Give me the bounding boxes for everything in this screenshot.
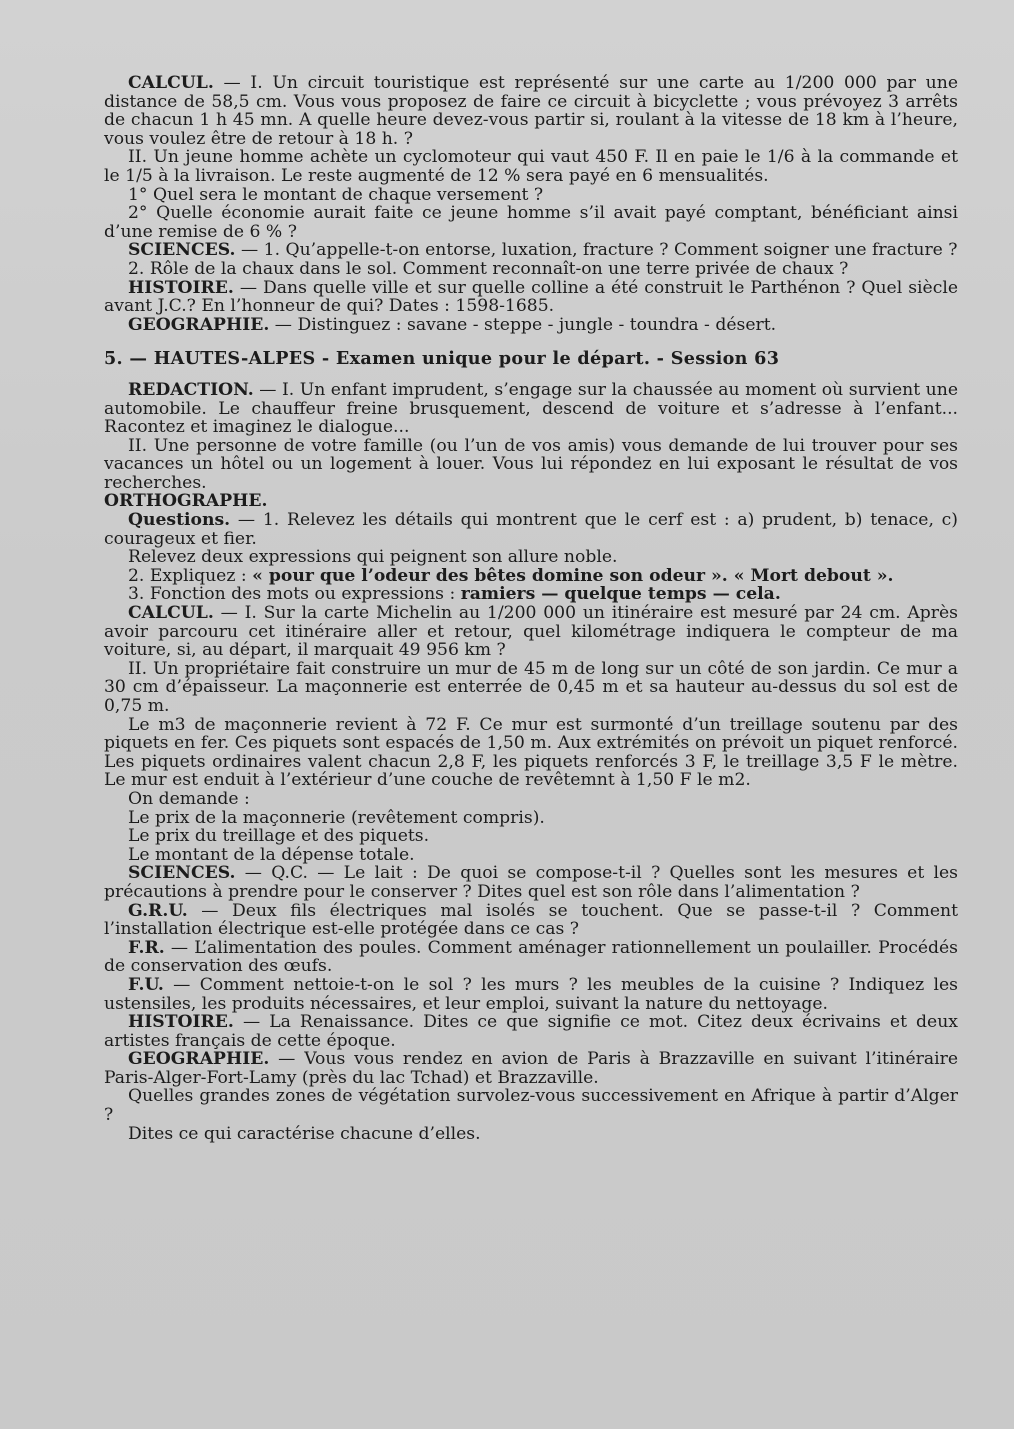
paragraph-text: Le prix de la maçonnerie (revêtement compris).: [128, 807, 545, 828]
geographie2-paragraph: [104, 1050, 958, 1087]
paragraph-text: Le prix du treillage et des piquets.: [128, 826, 430, 847]
section-label: GEOGRAPHIE.: [128, 1049, 270, 1070]
calcul-question-two: [104, 204, 958, 241]
section-label: F.R.: [128, 937, 165, 958]
gru-paragraph: [104, 902, 958, 939]
fr-paragraph: [104, 939, 958, 976]
calcul2-part-two: [104, 660, 958, 716]
paragraph-text: Quelles grandes zones de végétation survolez-vous successivement en Afrique à partir d’Alger ?: [104, 1086, 958, 1126]
paragraph-text: — Vous vous rendez en avion de Paris à Brazzaville en suivant l’itinéraire Paris-Alger-Fort-Lamy (près du lac Tchad) et Brazzaville.: [104, 1049, 958, 1088]
calcul2-prix-maconnerie: [104, 809, 958, 828]
paragraph-text: Le m3 de maçonnerie revient à 72 F. Ce mur est surmonté d’un treillage soutenu par des piquets en fer. Ces piquets sont espacés de 1,50 m. Aux extrémités on prévoit un piquet renforcé. Les piquets ordinaires valent chacun 2,8 F, les piquets renforcés 3 F, le treillage 3,5 F le mètre. Le mur est enduit à l’extérieur d’une couche de revêtemnt à 1,50 F le m2.: [104, 714, 958, 791]
bold-quote: ramiers — quelque temps — cela.: [460, 584, 781, 605]
paragraph-text: II. Un jeune homme achète un cyclomoteur qui vaut 450 F. Il en paie le 1/6 à la commande et le 1/5 à la livraison. Le reste augmenté de 12 % sera payé en 6 mensualités.: [104, 147, 958, 186]
paragraph-text: — Distinguez : savane - steppe - jungle - toundra - désert.: [269, 314, 777, 335]
calcul-question-one: [104, 186, 958, 205]
paragraph-text: — 1. Qu’appelle-t-on entorse, luxation, fracture ? Comment soigner une fracture ?: [235, 240, 958, 261]
section-label: G.R.U.: [128, 900, 188, 921]
paragraph-text: Dites ce qui caractérise chacune d’elles.: [128, 1123, 481, 1144]
calcul-paragraph: [104, 74, 958, 148]
sciences-part-two: [104, 260, 958, 279]
paragraph-text: — 1. Relevez les détails qui montrent que le cerf est : a) prudent, b) tenace, c) courageux et fier.: [104, 510, 958, 549]
sciences2-paragraph: [104, 864, 958, 901]
calcul2-paragraph: [104, 604, 958, 660]
questions-fonction: [104, 585, 958, 604]
orthographe-heading: [104, 492, 958, 511]
geographie2-closing: [104, 1125, 958, 1144]
paragraph-text: — Q.C. — Le lait : De quoi se compose-t-il ? Quelles sont les mesures et les précautions à prendre pour le conserver ? Dites quel est son rôle dans l’alimentation ?: [104, 863, 958, 902]
paragraph-text: — I. Sur la carte Michelin au 1/200 000 un itinéraire est mesuré par 24 cm. Après avoir parcouru cet itinéraire aller et retour, quel kilométrage indiquera le compteur de ma voiture, si, au départ, il marquait 49 956 km ?: [104, 603, 958, 661]
paragraph-text: — La Renaissance. Dites ce que signifie ce mot. Citez deux écrivains et deux artistes français de cette époque.: [104, 1012, 958, 1051]
calcul2-prix-treillage: [104, 827, 958, 846]
section-label: ORTHOGRAPHE.: [104, 491, 268, 512]
questions-relevez: [104, 548, 958, 567]
redaction-part-two: [104, 437, 958, 493]
calcul2-part-three: [104, 716, 958, 790]
section-label: REDACTION.: [128, 379, 254, 400]
paragraph-text: 2. Rôle de la chaux dans le sol. Comment reconnaît-on une terre privée de chaux ?: [128, 258, 849, 279]
paragraph-text: 2. Expliquez :: [128, 565, 253, 586]
calcul2-on-demande: [104, 790, 958, 809]
section-label: HISTOIRE.: [128, 1012, 234, 1033]
questions-expliquez: [104, 567, 958, 586]
section-heading: 5. — HAUTES-ALPES - Examen unique pour le départ. - Session 63: [104, 348, 780, 370]
geographie2-question: [104, 1087, 958, 1124]
sciences-paragraph: [104, 241, 958, 260]
paragraph-text: — Deux fils électriques mal isolés se touchent. Que se passe-t-il ? Comment l’installation électrique est-elle protégée dans ce cas ?: [104, 900, 958, 940]
histoire2-paragraph: [104, 1013, 958, 1050]
section-label: F.U.: [128, 974, 164, 995]
questions-paragraph: [104, 511, 958, 548]
redaction-paragraph: [104, 381, 958, 437]
section-label: Questions.: [128, 510, 231, 531]
paragraph-text: 1° Quel sera le montant de chaque versement ?: [128, 184, 544, 205]
paragraph-text: — L’alimentation des poules. Comment aménager rationnellement un poulailler. Procédés de conservation des œufs.: [104, 937, 958, 977]
paragraph-text: II. Un propriétaire fait construire un mur de 45 m de long sur un côté de son jardin. Ce mur a 30 cm d’épaisseur. La maçonnerie est enterrée de 0,45 m et sa hauteur au-dessus du sol est de 0,75 m.: [104, 658, 958, 716]
paragraph-text: Relevez deux expressions qui peignent son allure noble.: [128, 547, 618, 568]
section-label: GEOGRAPHIE.: [128, 314, 270, 335]
paragraph-text: Le montant de la dépense totale.: [128, 844, 415, 865]
section-label: SCIENCES.: [128, 240, 236, 261]
paragraph-text: 3. Fonction des mots ou expressions :: [128, 584, 461, 605]
paragraph-text: II. Une personne de votre famille (ou l’un de vos amis) vous demande de lui trouver pour ses vacances un hôtel ou un logement à louer. Vous lui répondez en lui exposant le résultat de vos recherches.: [104, 435, 958, 493]
section-label: CALCUL.: [128, 603, 214, 624]
paragraph-text: — Comment nettoie-t-on le sol ? les murs ? les meubles de la cuisine ? Indiquez les ustensiles, les produits nécessaires, et leur emploi, suivant la nature du nettoyage.: [104, 974, 958, 1014]
fu-paragraph: [104, 976, 958, 1013]
page-content: [104, 74, 958, 1143]
calcul-part-two: [104, 148, 958, 185]
paragraph-text: — I. Un enfant imprudent, s’engage sur la chaussée au moment où survient une automobile. Le chauffeur freine brusquement, descend de voiture et s’adresse à l’enfant... Racontez et imaginez le dialogue...: [104, 379, 958, 438]
section-label: SCIENCES.: [128, 863, 236, 884]
histoire-paragraph: [104, 279, 958, 316]
section-label: HISTOIRE.: [128, 277, 234, 298]
paragraph-text: — I. Un circuit touristique est représenté sur une carte au 1/200 000 par une distance de 58,5 cm. Vous vous proposez de faire ce circuit à bicyclette ; vous prévoyez 3 arrêts de chacun 1 h 45 mn. A quelle heure devez-vous partir si, roulant à la vitesse de 18 km à l’heure, vous voulez être de retour à 18 h. ?: [104, 73, 958, 149]
geographie-paragraph: [104, 316, 958, 335]
paragraph-text: — Dans quelle ville et sur quelle colline a été construit le Parthénon ? Quel siècle avant J.C.? En l’honneur de qui? Dates : 1598-1685.: [104, 277, 958, 317]
paragraph-text: 2° Quelle économie aurait faite ce jeune homme s’il avait payé comptant, bénéficiant ainsi d’une remise de 6 % ?: [104, 203, 958, 242]
section-label: CALCUL.: [128, 73, 214, 93]
bold-quote: « pour que l’odeur des bêtes domine son odeur ». « Mort debout ».: [252, 565, 894, 586]
paragraph-text: On demande :: [128, 788, 250, 809]
calcul2-montant: [104, 846, 958, 865]
